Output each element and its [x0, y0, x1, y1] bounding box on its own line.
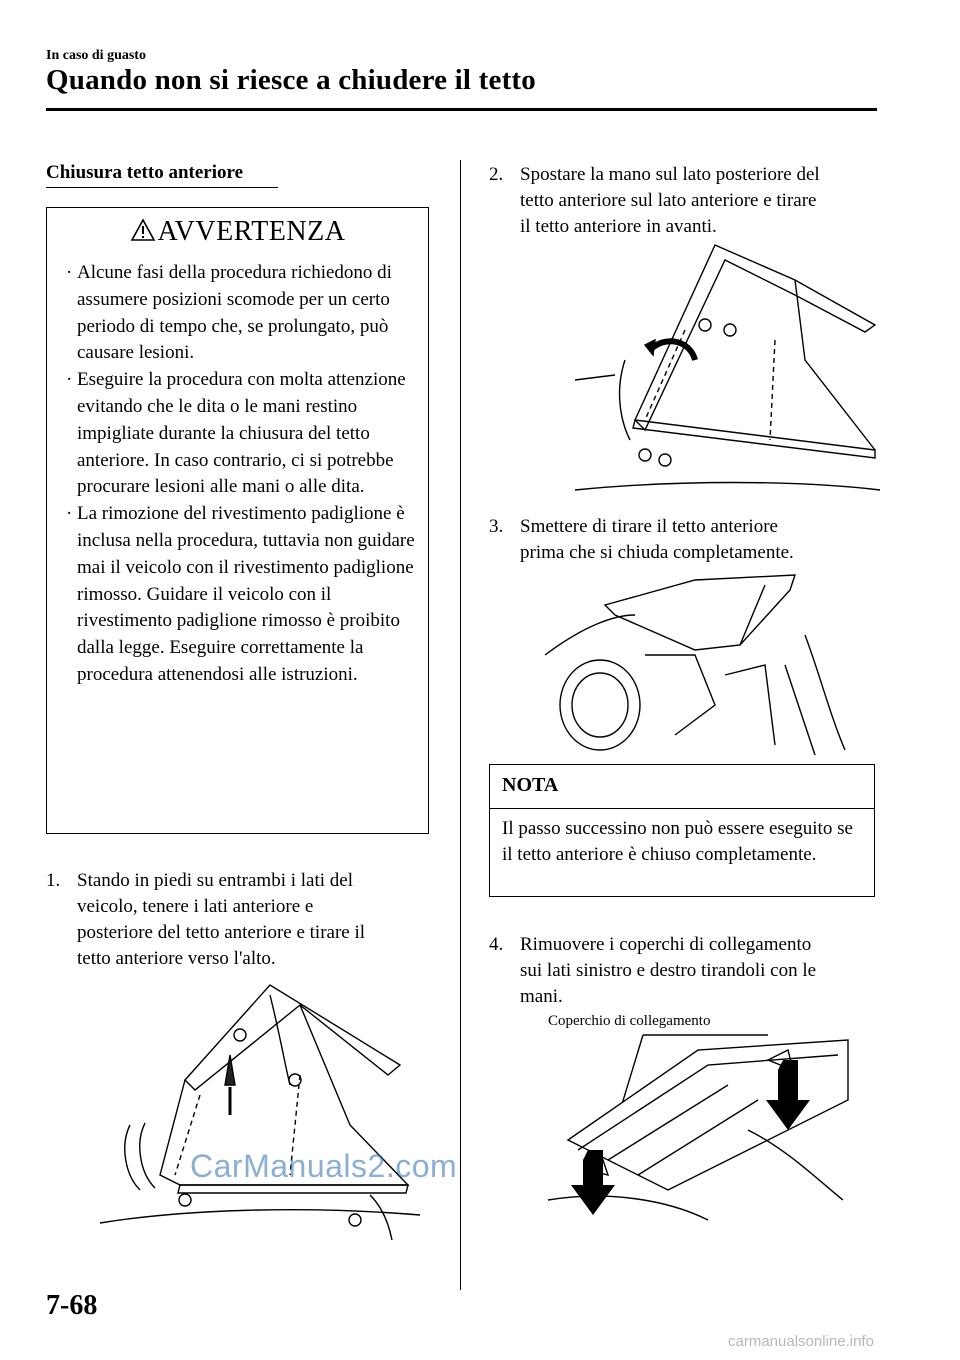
step-1 [46, 868, 446, 978]
step-line: Rimuovere i coperchi di collegamento [520, 934, 812, 955]
note-box [489, 764, 875, 897]
warning-item [66, 367, 422, 501]
step-line: prima che si chiuda completamente. [520, 542, 794, 563]
warning-list [66, 260, 422, 689]
step-number: 3. [489, 516, 504, 537]
step-line: sui lati sinistro e destro tirandoli con le [520, 960, 817, 981]
step-number: 2. [489, 164, 504, 185]
subheading-underline [46, 187, 278, 188]
callout-label: Coperchio di collegamento [548, 1013, 711, 1029]
note-label: NOTA [502, 774, 559, 796]
step-number: 4. [489, 934, 504, 955]
warning-item [66, 501, 422, 689]
warning-item-text: Eseguire la procedura con molta attenzione evitando che le dita o le mani restino impigliate durante la chiusura del tetto anteriore. In caso contrario, ci si potrebbe procurare lesioni alle mani o alle dita. [77, 369, 406, 498]
step-line: posteriore del tetto anteriore e tirare il [77, 922, 366, 943]
step-text [520, 162, 820, 240]
bullet-icon: · [66, 369, 73, 391]
step-line: il tetto anteriore in avanti. [520, 216, 717, 237]
step-4 [489, 932, 889, 1012]
title-rule [46, 108, 877, 111]
step-line: Smettere di tirare il tetto anteriore [520, 516, 778, 537]
subheading: Chiusura tetto anteriore [46, 162, 244, 183]
step-line: mani. [520, 986, 563, 1007]
note-text: Il passo successino non può essere eseguito se il tetto anteriore è chiuso completamente. [502, 818, 853, 865]
warning-title-text: AVVERTENZA [157, 216, 346, 247]
warning-item-text: Alcune fasi della procedura richiedono di assumere posizioni scomode per un certo periodo di tempo che, se prolungato, può causare lesioni. [77, 262, 392, 364]
warning-triangle-icon [130, 218, 156, 242]
warning-item-text: La rimozione del rivestimento padiglione è inclusa nella procedura, tuttavia non guidare mai il veicolo con il rivestimento padiglione rimosso. Guidare il veicolo con il rivestimento padiglione rimosso è proibito dalla legge. Eseguire correttamente la procedura attenendosi alle istruzioni. [77, 503, 415, 685]
step-text [77, 868, 365, 972]
note-header [490, 765, 874, 809]
warning-title [47, 216, 428, 248]
step-line: Stando in piedi su entrambi i lati del [77, 870, 353, 891]
step-line: tetto anteriore verso l'alto. [77, 948, 276, 969]
figure-link-covers [548, 1030, 853, 1225]
step-number: 1. [46, 870, 61, 891]
bullet-icon: · [66, 262, 73, 283]
step-line: tetto anteriore sul lato anteriore e tirare [520, 190, 817, 211]
bullet-icon: · [66, 503, 73, 525]
footer-site: carmanualsonline.info [728, 1333, 874, 1350]
figure-roof-nearly-closed [545, 575, 850, 755]
step-text [520, 932, 816, 1010]
watermark: CarManuals2.com [190, 1148, 458, 1184]
column-divider [460, 160, 461, 1290]
step-2 [489, 162, 889, 242]
page-title: Quando non si riesce a chiudere il tetto [46, 64, 536, 96]
step-text [520, 514, 794, 566]
step-3 [489, 514, 889, 570]
warning-item [66, 260, 422, 367]
page-number: 7-68 [46, 1290, 98, 1321]
step-line: veicolo, tenere i lati anteriore e [77, 896, 314, 917]
warning-box [46, 207, 429, 834]
step-line: Spostare la mano sul lato posteriore del [520, 164, 820, 185]
section-label: In caso di guasto [46, 48, 146, 63]
figure-roof-pull-forward [575, 240, 885, 495]
figure-roof-lift-up [100, 975, 420, 1240]
